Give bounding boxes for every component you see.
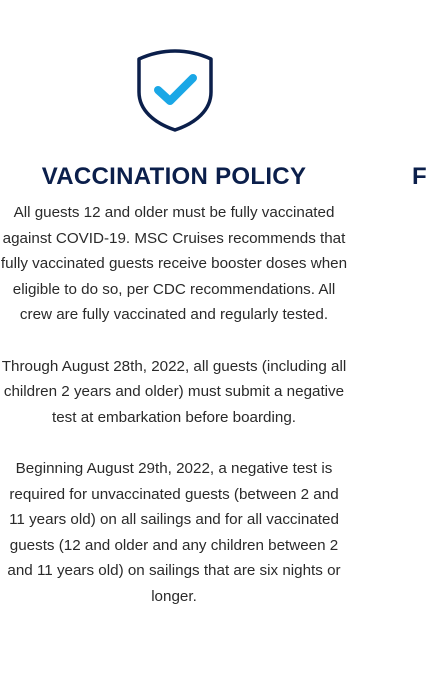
shield-check-icon [136,48,214,132]
policy-paragraph: Through August 28th, 2022, all guests (including all children 2 years and older) must submit a negative test at embarkation before boarding. [1,357,347,426]
vaccination-policy-body [0,200,348,635]
next-card-title-partial: F [412,163,427,190]
policy-paragraph: All guests 12 and older must be fully vaccinated against COVID-19. MSC Cruises recommends that fully vaccinated guests receive booster doses when eligible to do so, per CDC recommendations. All crew are fully vaccinated and regularly tested. [0,204,348,324]
policy-paragraph: Beginning August 29th, 2022, a negative test is required for unvaccinated guests (between 2 and 11 years old) on all sailings and for all vaccinated guests (12 and older and any children between 2 and 11 years old) on sailings that are six nights or longer. [7,459,341,605]
vaccination-policy-title: VACCINATION POLICY [41,163,307,190]
